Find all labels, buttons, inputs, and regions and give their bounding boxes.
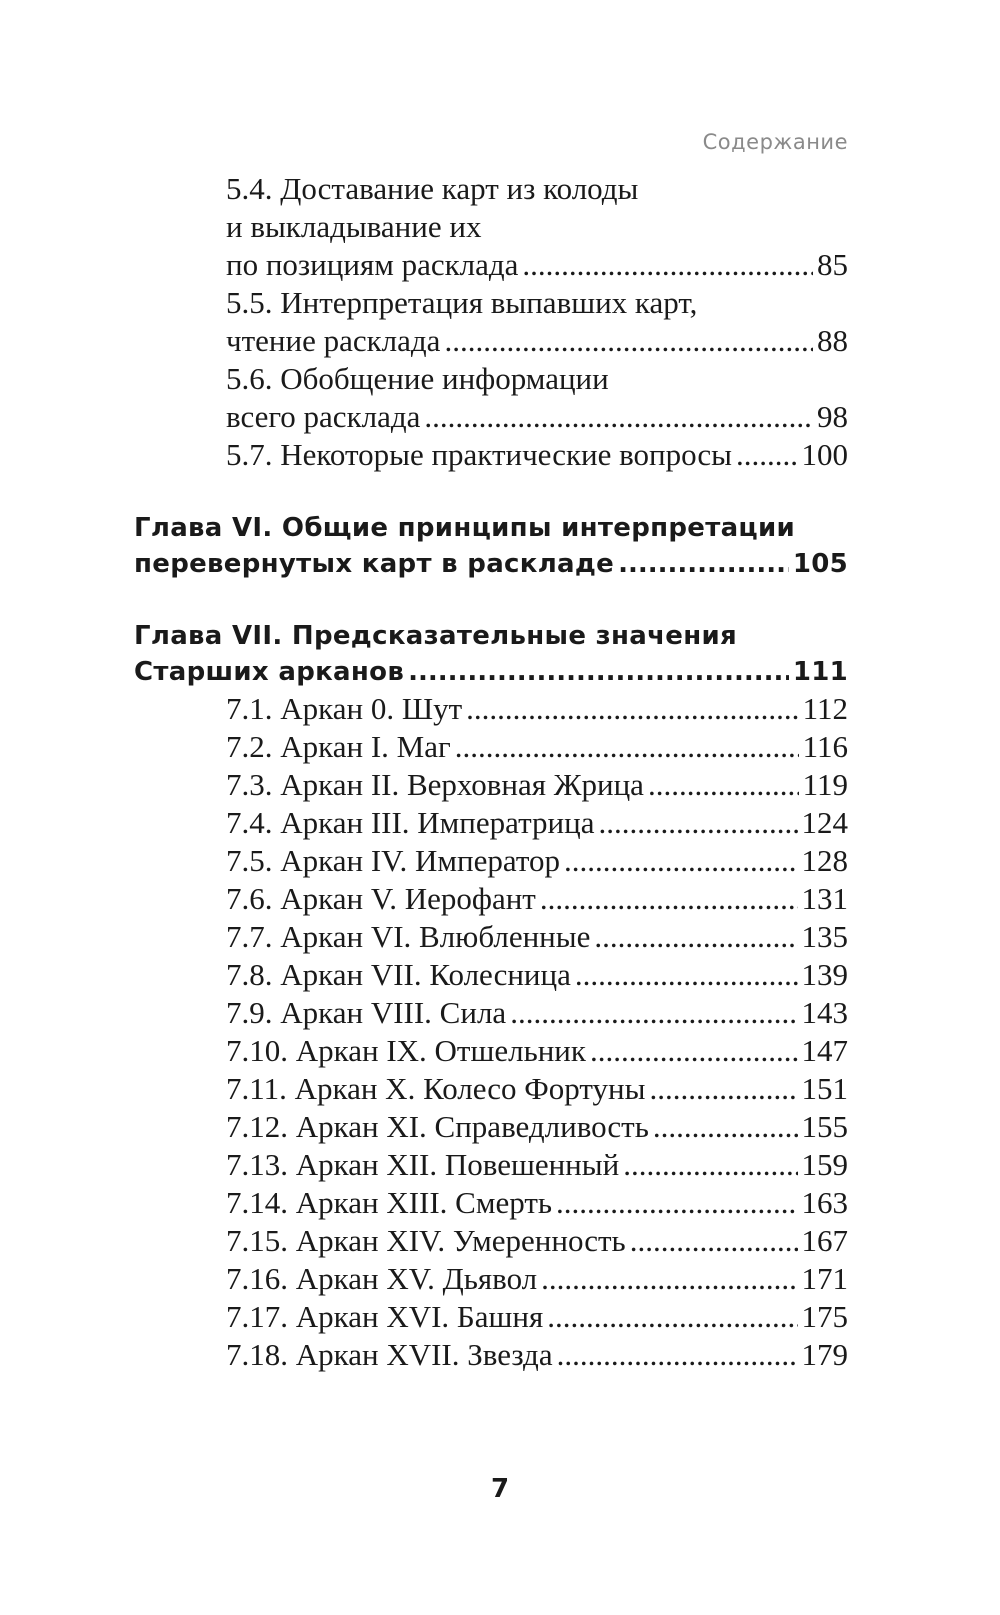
dot-leader xyxy=(649,1070,797,1108)
toc-entry-text: 5.7. Некоторые практические вопросы xyxy=(226,437,733,472)
toc-entry-text: 7.17. Аркан XVI. Башня xyxy=(226,1299,544,1334)
toc-entry-text: чтение расклада xyxy=(226,323,441,358)
toc-entry-7-17[interactable] xyxy=(226,1298,848,1336)
dot-leader xyxy=(594,918,797,956)
toc-page-number: 85 xyxy=(817,247,848,282)
toc-entry-5-4[interactable] xyxy=(226,170,848,284)
toc-entry-5-7[interactable] xyxy=(226,436,848,474)
toc-entry-text: и выкладывание их xyxy=(226,209,482,244)
toc-entry-5-5[interactable] xyxy=(226,284,848,360)
toc-entry-text: 5.5. Интерпретация выпавших карт, xyxy=(226,285,698,320)
toc-page-number: 88 xyxy=(817,323,848,358)
toc-entry-text: 7.1. Аркан 0. Шут xyxy=(226,691,463,726)
toc-entry-text: 7.2. Аркан I. Маг xyxy=(226,729,451,764)
toc-entry-text: 7.9. Аркан VIII. Сила xyxy=(226,995,507,1030)
toc-page-number: 105 xyxy=(792,549,848,579)
toc-page-number: 131 xyxy=(801,881,848,916)
dot-leader xyxy=(648,766,799,804)
toc-entry-text: 7.3. Аркан II. Верховная Жрица xyxy=(226,767,644,802)
toc-entry-7-15[interactable] xyxy=(226,1222,848,1260)
dot-leader xyxy=(590,1032,798,1070)
toc-page-number: 111 xyxy=(792,657,848,687)
spacer xyxy=(134,474,848,510)
toc-chapter-7[interactable] xyxy=(134,618,848,690)
toc-page-number: 179 xyxy=(801,1337,848,1372)
dot-leader xyxy=(630,1222,798,1260)
toc-page-number: 167 xyxy=(801,1223,848,1258)
toc-entry-text: 7.6. Аркан V. Иерофант xyxy=(226,881,536,916)
toc-page-number: 143 xyxy=(801,995,848,1030)
dot-leader xyxy=(556,1184,797,1222)
dot-leader xyxy=(466,690,798,728)
dot-leader xyxy=(522,246,813,284)
toc-entry-text: 5.6. Обобщение информации xyxy=(226,361,609,396)
toc-entry-text: всего расклада xyxy=(226,399,421,434)
toc-entry-5-6[interactable] xyxy=(226,360,848,436)
toc-page-number: 135 xyxy=(801,919,848,954)
running-head: Содержание xyxy=(702,130,848,154)
toc-page-number: 163 xyxy=(801,1185,848,1220)
toc-entry-7-9[interactable] xyxy=(226,994,848,1032)
dot-leader xyxy=(653,1108,798,1146)
dot-leader xyxy=(564,842,798,880)
chapter-title: Глава VI. Общие принципы интерпретации xyxy=(134,513,796,543)
dot-leader xyxy=(510,994,797,1032)
page-number: 7 xyxy=(490,1474,510,1504)
toc-page-number: 100 xyxy=(801,437,848,472)
dot-leader xyxy=(575,956,798,994)
toc-page-number: 112 xyxy=(802,691,848,726)
toc-entry-text: 7.5. Аркан IV. Император xyxy=(226,843,560,878)
dot-leader xyxy=(618,546,789,582)
toc-entry-text: 7.4. Аркан III. Императрица xyxy=(226,805,595,840)
toc-page-number: 159 xyxy=(801,1147,848,1182)
toc-entry-7-7[interactable] xyxy=(226,918,848,956)
toc-entry-7-18[interactable] xyxy=(226,1336,848,1374)
chapter-title: перевернутых карт в раскладе xyxy=(134,549,615,579)
toc-entry-text: 7.10. Аркан IX. Отшельник xyxy=(226,1033,586,1068)
dot-leader xyxy=(408,654,789,690)
toc-entry-7-13[interactable] xyxy=(226,1146,848,1184)
toc-page-number: 124 xyxy=(801,805,848,840)
toc-entry-7-11[interactable] xyxy=(226,1070,848,1108)
toc-entry-text: по позициям расклада xyxy=(226,247,519,282)
toc-entry-text: 7.12. Аркан XI. Справедливость xyxy=(226,1109,649,1144)
toc-entry-7-4[interactable] xyxy=(226,804,848,842)
toc-page-number: 151 xyxy=(801,1071,848,1106)
toc-entry-7-10[interactable] xyxy=(226,1032,848,1070)
toc-entry-text: 7.14. Аркан XIII. Смерть xyxy=(226,1185,553,1220)
toc-entry-7-2[interactable] xyxy=(226,728,848,766)
dot-leader xyxy=(598,804,797,842)
toc-entry-7-16[interactable] xyxy=(226,1260,848,1298)
dot-leader xyxy=(736,436,797,474)
dot-leader xyxy=(424,398,813,436)
chapter-title: Глава VII. Предсказательные значения xyxy=(134,621,737,651)
toc-page-number: 175 xyxy=(801,1299,848,1334)
toc-entry-7-1[interactable] xyxy=(226,690,848,728)
dot-leader xyxy=(444,322,813,360)
toc-entry-7-6[interactable] xyxy=(226,880,848,918)
toc-entry-7-5[interactable] xyxy=(226,842,848,880)
toc-page-number: 155 xyxy=(801,1109,848,1144)
toc-entry-7-8[interactable] xyxy=(226,956,848,994)
toc-entry-text: 7.7. Аркан VI. Влюбленные xyxy=(226,919,591,954)
dot-leader xyxy=(455,728,799,766)
toc-page-number: 98 xyxy=(817,399,848,434)
dot-leader xyxy=(547,1298,797,1336)
toc-page-number: 116 xyxy=(802,729,848,764)
toc-entry-7-12[interactable] xyxy=(226,1108,848,1146)
dot-leader xyxy=(623,1146,797,1184)
dot-leader xyxy=(540,880,798,918)
toc-entry-text: 7.18. Аркан XVII. Звезда xyxy=(226,1337,553,1372)
toc-entry-text: 7.11. Аркан X. Колесо Фортуны xyxy=(226,1071,646,1106)
toc-entry-text: 7.15. Аркан XIV. Умеренность xyxy=(226,1223,626,1258)
table-of-contents xyxy=(134,170,848,1374)
toc-entry-text: 7.13. Аркан XII. Повешенный xyxy=(226,1147,620,1182)
dot-leader xyxy=(557,1336,798,1374)
dot-leader xyxy=(541,1260,797,1298)
toc-page-number: 119 xyxy=(802,767,848,802)
toc-entry-text: 5.4. Доставание карт из колоды xyxy=(226,171,639,206)
toc-entry-7-14[interactable] xyxy=(226,1184,848,1222)
toc-entry-text: 7.16. Аркан XV. Дьявол xyxy=(226,1261,538,1296)
toc-page-number: 171 xyxy=(801,1261,848,1296)
spacer xyxy=(134,582,848,618)
toc-page-number: 139 xyxy=(801,957,848,992)
chapter-title: Старших арканов xyxy=(134,657,405,687)
toc-chapter-6[interactable] xyxy=(134,510,848,582)
toc-page-number: 128 xyxy=(801,843,848,878)
toc-entry-7-3[interactable] xyxy=(226,766,848,804)
toc-entry-text: 7.8. Аркан VII. Колесница xyxy=(226,957,571,992)
toc-page-number: 147 xyxy=(801,1033,848,1068)
